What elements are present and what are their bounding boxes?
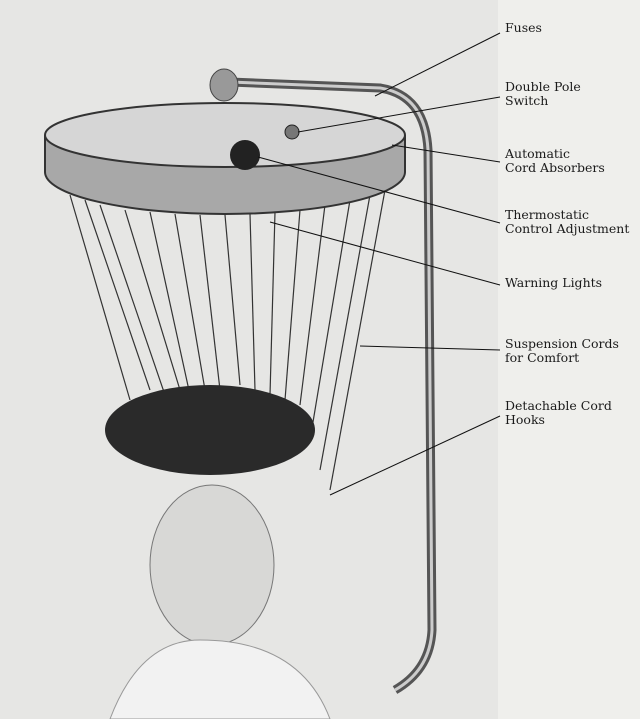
leader-hooks — [330, 416, 500, 495]
label-text: Detachable Cord — [505, 398, 612, 413]
label-text: Fuses — [505, 20, 542, 35]
label-suspension-cords — [505, 337, 619, 365]
leader-absorbers — [392, 145, 500, 162]
label-text: Control Adjustment — [505, 221, 630, 236]
label-double-pole-switch — [505, 80, 581, 108]
label-text: Switch — [505, 93, 549, 108]
leader-warning — [270, 222, 500, 285]
label-cord-hooks — [505, 399, 612, 427]
top-knob — [210, 69, 238, 101]
head — [150, 485, 274, 645]
label-thermostatic — [505, 208, 629, 236]
leader-fuses — [375, 33, 500, 96]
label-text: Suspension Cords — [505, 336, 619, 351]
label-fuses — [505, 21, 542, 35]
label-cord-absorbers — [505, 147, 605, 175]
label-text: Double Pole — [505, 79, 581, 94]
switch — [285, 125, 299, 139]
thermostat-knob — [230, 140, 260, 170]
shoulders — [110, 640, 330, 719]
label-text: Warning Lights — [505, 275, 603, 290]
label-warning-lights — [505, 276, 602, 290]
curler-cluster — [105, 385, 315, 475]
label-text: Cord Absorbers — [505, 160, 605, 175]
label-text: Automatic — [505, 146, 570, 161]
label-text: for Comfort — [505, 350, 580, 365]
label-text: Thermostatic — [505, 207, 590, 222]
label-text: Hooks — [505, 412, 545, 427]
